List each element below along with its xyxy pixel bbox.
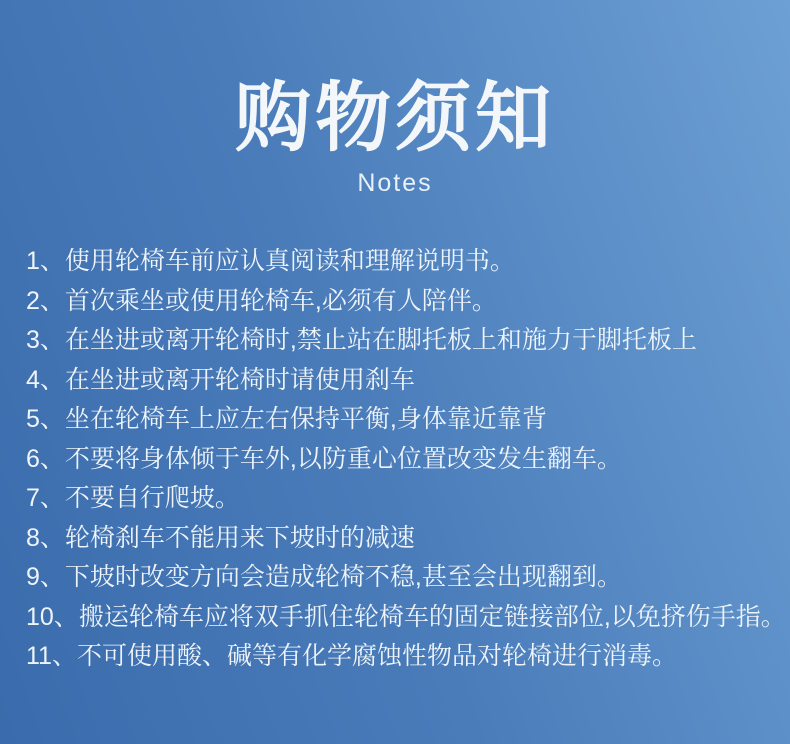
note-text: 坐在轮椅车上应左右保持平衡,身体靠近靠背 xyxy=(64,405,547,434)
note-item xyxy=(26,282,784,322)
note-text: 使用轮椅车前应认真阅读和理解说明书。 xyxy=(64,247,515,276)
note-number: 8、 xyxy=(26,523,65,552)
note-item xyxy=(26,321,784,361)
note-number: 6、 xyxy=(26,444,65,473)
note-text: 轮椅刹车不能用来下坡时的减速 xyxy=(64,523,415,552)
note-number: 1、 xyxy=(26,247,65,276)
notes-list xyxy=(0,242,790,677)
note-text: 搬运轮椅车应将双手抓住轮椅车的固定链接部位,以免挤伤手指。 xyxy=(78,602,786,631)
note-item xyxy=(26,519,784,559)
note-number: 5、 xyxy=(26,405,65,434)
note-number: 10、 xyxy=(26,602,79,631)
note-item xyxy=(26,598,784,638)
note-text: 首次乘坐或使用轮椅车,必须有人陪伴。 xyxy=(64,286,497,315)
page-title: 购物须知 xyxy=(235,76,555,161)
note-text: 不要将身体倾于车外,以防重心位置改变发生翻车。 xyxy=(64,444,622,473)
note-item xyxy=(26,361,784,401)
note-number: 11、 xyxy=(26,642,77,671)
note-number: 7、 xyxy=(26,484,65,513)
note-text: 下坡时改变方向会造成轮椅不稳,甚至会出现翻到。 xyxy=(64,563,622,592)
note-text: 在坐进或离开轮椅时请使用刹车 xyxy=(64,365,415,394)
note-number: 4、 xyxy=(26,365,65,394)
note-number: 9、 xyxy=(26,563,65,592)
note-item xyxy=(26,440,784,480)
note-item xyxy=(26,242,784,282)
note-item xyxy=(26,479,784,519)
note-text: 不可使用酸、碱等有化学腐蚀性物品对轮椅进行消毒。 xyxy=(76,642,677,671)
note-item xyxy=(26,400,784,440)
note-number: 2、 xyxy=(26,286,65,315)
poster-header xyxy=(0,0,790,198)
note-text: 不要自行爬坡。 xyxy=(64,484,240,513)
note-text: 在坐进或离开轮椅时,禁止站在脚托板上和施力于脚托板上 xyxy=(64,326,697,355)
note-item xyxy=(26,558,784,598)
note-item xyxy=(26,637,784,677)
page-subtitle: Notes xyxy=(357,169,433,198)
note-number: 3、 xyxy=(26,326,65,355)
